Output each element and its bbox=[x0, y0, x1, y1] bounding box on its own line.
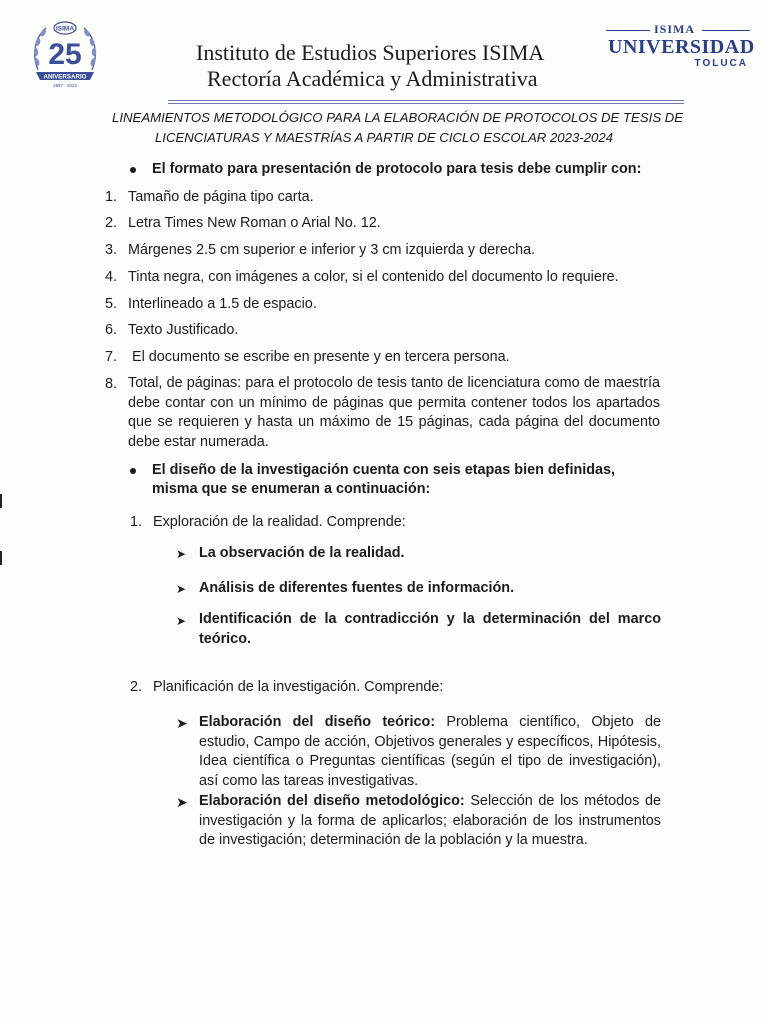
stage-2-sub-item-text: Selección de los métodos de investigación y la forma de aplicarlos; elaboración de los instrumentos de investigación; determinación de la población y la muestra. bbox=[199, 793, 662, 848]
list-number: 6. bbox=[105, 322, 118, 338]
list-item: El documento se escribe en presente y en tercera persona. bbox=[132, 349, 510, 365]
format-heading: El formato para presentación de protocolo para tesis debe cumplir con: bbox=[152, 161, 642, 177]
arrow-bullet-icon: ➤ bbox=[176, 582, 187, 596]
list-item: Márgenes 2.5 cm superior e inferior y 3 cm izquierda y derecha. bbox=[128, 242, 536, 258]
list-number: 4. bbox=[105, 269, 118, 285]
list-item: Tinta negra, con imágenes a color, si el contenido del documento lo requiere. bbox=[128, 269, 619, 285]
list-number: 2. bbox=[105, 215, 118, 231]
design-heading-line-2: misma que se enumeran a continuación: bbox=[152, 481, 431, 497]
header-rule bbox=[168, 100, 684, 101]
stage-1-text: Exploración de la realidad. Comprende: bbox=[153, 514, 406, 530]
list-item: Letra Times New Roman o Arial No. 12. bbox=[128, 215, 381, 231]
svg-text:1997 - 2022: 1997 - 2022 bbox=[52, 83, 78, 88]
arrow-bullet-icon: ➤ bbox=[176, 614, 187, 628]
institution-subtitle: Rectoría Académica y Administrativa bbox=[207, 66, 538, 91]
list-item: Texto Justificado. bbox=[128, 322, 239, 338]
header-rule bbox=[168, 103, 684, 104]
design-heading-line-1: El diseño de la investigación cuenta con seis etapas bien definidas, bbox=[152, 462, 616, 478]
arrow-bullet-icon: ➤ bbox=[176, 715, 188, 731]
list-number: 3. bbox=[105, 242, 118, 258]
stage-number: 1. bbox=[130, 514, 143, 530]
stage-number: 2. bbox=[130, 679, 143, 695]
stage-2-sub-item-label: Elaboración del diseño teórico: bbox=[199, 714, 436, 730]
svg-text:ISIMA: ISIMA bbox=[55, 25, 75, 33]
scan-edge-mark bbox=[0, 494, 2, 508]
universidad-toluca-logo: ISIMA UNIVERSIDAD TOLUCA bbox=[608, 22, 755, 69]
stage-1-sub-item: Análisis de diferentes fuentes de información. bbox=[199, 580, 515, 596]
institution-name: Instituto de Estudios Superiores ISIMA bbox=[196, 40, 545, 65]
svg-text:25: 25 bbox=[48, 38, 82, 71]
list-item: Tamaño de página tipo carta. bbox=[128, 189, 314, 205]
stage-1-sub-item: Identificación de la contradicción y la determinación del marco teórico. bbox=[199, 611, 661, 647]
arrow-bullet-icon: ➤ bbox=[176, 794, 188, 810]
arrow-bullet-icon: ➤ bbox=[176, 547, 187, 561]
svg-text:ANIVERSARIO: ANIVERSARIO bbox=[43, 73, 87, 81]
list-number: 8. bbox=[105, 376, 118, 392]
document-title-line-1: LINEAMIENTOS METODOLÓGICO PARA LA ELABORACIÓN DE PROTOCOLOS DE TESIS DE bbox=[112, 110, 684, 125]
list-number: 5. bbox=[105, 296, 118, 312]
stage-2-sub-item bbox=[199, 713, 661, 791]
list-item: Total, de páginas: para el protocolo de tesis tanto de licenciatura como de maestría debe contar con un mínimo de páginas que permita contener todos los apartados que se requieren y hasta un máximo de 15 páginas, cada página del documento debe estar numerada. bbox=[128, 375, 660, 450]
stage-2-sub-item-text: Problema científico, Objeto de estudio, Campo de acción, Objetivos generales y específicos, Hipótesis, Idea científica o Preguntas científicas (según el tipo de investigación), así como las tareas investigativas. bbox=[199, 714, 661, 789]
stage-2-sub-item bbox=[199, 792, 661, 851]
list-item: Interlineado a 1.5 de espacio. bbox=[128, 296, 317, 312]
document-title-line-2: LICENCIATURAS Y MAESTRÍAS A PARTIR DE CICLO ESCOLAR 2023-2024 bbox=[154, 130, 614, 145]
stage-2-text: Planificación de la investigación. Comprende: bbox=[153, 679, 444, 695]
stage-2-sub-item-label: Elaboración del diseño metodológico: bbox=[199, 793, 465, 809]
isima-25-anniversary-seal-logo bbox=[30, 18, 100, 90]
list-number: 1. bbox=[105, 189, 118, 205]
bullet-icon bbox=[130, 167, 136, 173]
bullet-icon bbox=[130, 468, 136, 474]
stage-1-sub-item: La observación de la realidad. bbox=[199, 545, 405, 561]
scan-edge-mark bbox=[0, 551, 2, 565]
list-number: 7. bbox=[105, 349, 118, 365]
